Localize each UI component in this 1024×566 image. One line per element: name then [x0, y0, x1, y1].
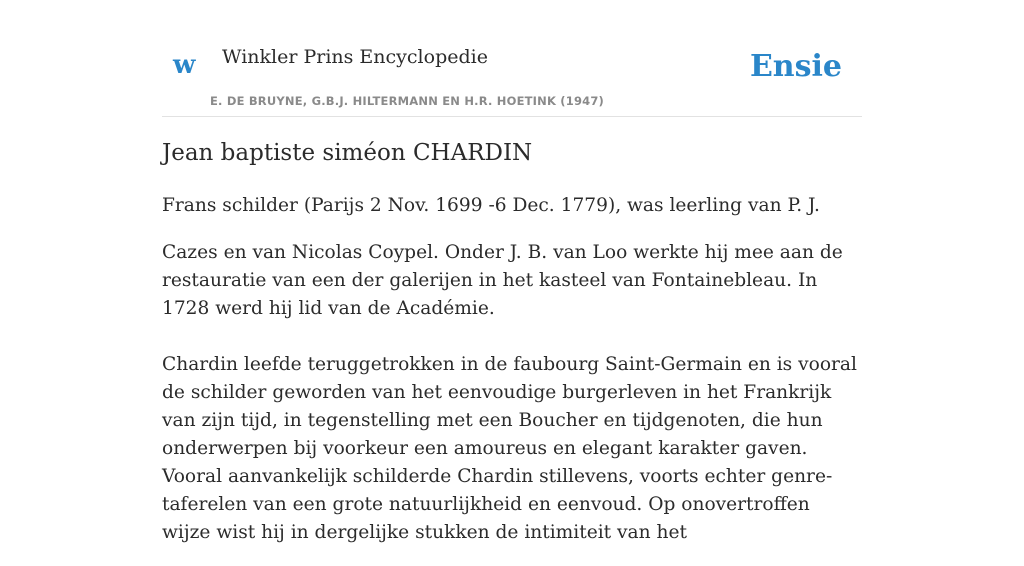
- publication-title[interactable]: Winkler Prins Encyclopedie: [222, 46, 488, 68]
- article-body: [162, 192, 862, 566]
- publication-authors: E. DE BRUYNE, G.B.J. HILTERMANN EN H.R. HOETINK (1947): [210, 94, 605, 108]
- article-paragraph: Frans schilder (Parijs 2 Nov. 1699 -6 Dec. 1779), was leerling van P. J.: [162, 195, 820, 216]
- article-paragraph: Chardin leefde teruggetrokken in de faubourg Saint-Germain en is vooral de schilder geworden van het eenvoudige burgerleven in het Frankrijk van zijn tijd, in tegenstelling met een Boucher en tijdgenoten, die hun onderwerpen bij voorkeur een amoureus en elegant karakter gaven. Vooral aanvankelijk schilderde Chardin stillevens, voorts echter genre-taferelen van een grote natuurlijkheid en eenvoud. Op onovertroffen wijze wist hij in dergelijke stukken de intimiteit van het: [162, 354, 857, 543]
- article-paragraph: Cazes en van Nicolas Coypel. Onder J. B. van Loo werkte hij mee aan de restauratie van een der galerijen in het kasteel van Fontainebleau. In 1728 werd hij lid van de Académie.: [162, 242, 843, 319]
- page: [162, 0, 862, 543]
- ensie-logo-link[interactable]: Ensie: [749, 49, 842, 84]
- site-header: [162, 0, 862, 117]
- publication-logo[interactable]: w: [173, 50, 196, 80]
- article-title: Jean baptiste siméon CHARDIN: [162, 140, 533, 166]
